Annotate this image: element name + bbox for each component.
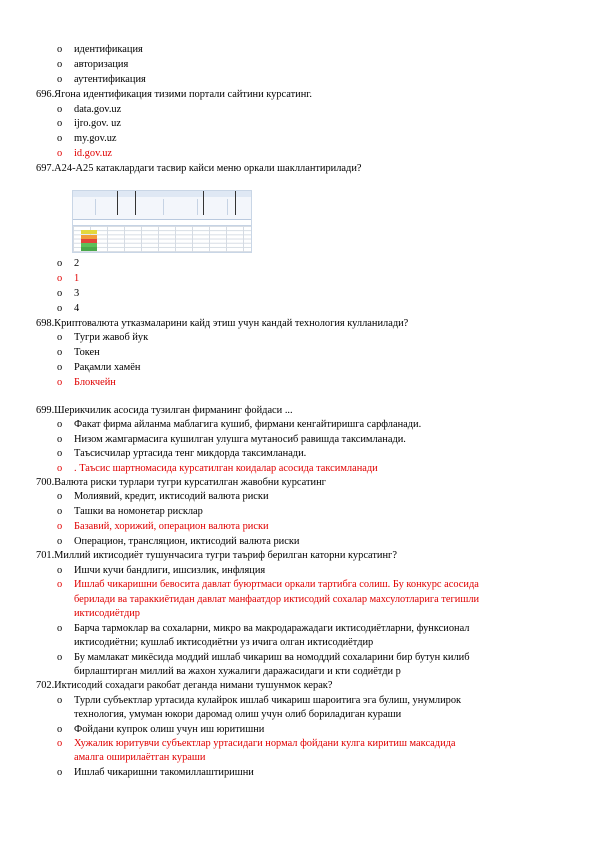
option-bullet: o xyxy=(57,104,63,115)
option-text: берилади ва тараккиётидан давлат манфаатдор иктисодий сохалар махсулотларига тегишли xyxy=(74,594,480,605)
ribbon-group xyxy=(163,199,198,215)
question-701: 701.Миллий иктисодиёт тушунчасига тугри таъриф берилган каторни курсатинг? xyxy=(36,550,397,561)
option-text: авторизация xyxy=(74,59,129,70)
option-text: Фойдани купрок олиш учун иш юритишни xyxy=(74,724,265,735)
option-text: 4 xyxy=(74,303,80,314)
option-text: Токен xyxy=(74,347,100,358)
option-bullet: o xyxy=(57,347,63,358)
option-bullet: o xyxy=(57,738,63,749)
option-text: Тугри жавоб йук xyxy=(74,332,149,343)
option-text: . Таъсис шартномасида курсатилган коидалар асосида таксимланади xyxy=(74,463,378,474)
question-697: 697.А24-А25 катаклардаги тасвир кайси меню оркали шакллантирилади? xyxy=(36,163,362,174)
option-bullet: o xyxy=(57,536,63,547)
option-text: идентификация xyxy=(74,44,143,55)
option-bullet: o xyxy=(57,506,63,517)
option-bullet: o xyxy=(57,491,63,502)
question-700: 700.Валюта риски турлари тугри курсатилган жавобни курсатинг xyxy=(36,477,326,488)
option-text: Операцион, трансляцион, иктисодий валюта риски xyxy=(74,536,300,547)
option-bullet: o xyxy=(57,362,63,373)
option-bullet: o xyxy=(57,463,63,474)
question-699: 699.Шерикчилик асосида тузилган фирманинг фойдаси ... xyxy=(36,405,293,416)
question-698: 698.Криптовалюта утказмаларини кайд этиш учун кандай технология кулланилади? xyxy=(36,318,409,329)
option-text: Ишчи кучи бандлиги, ишсизлик, инфляция xyxy=(74,565,266,576)
excel-ribbon-figure xyxy=(72,190,252,253)
option-text: Ташки ва номонетар рисклар xyxy=(74,506,203,517)
option-text: 1 xyxy=(74,273,80,284)
option-text: ijro.gov. uz xyxy=(74,118,121,129)
option-text: иктисодиётни; кушлаб иктисодиётни уз ичига олган иктисодиётдир xyxy=(74,637,374,648)
option-text: бирлаштирган миллий ва жахон хужалиги даражасидаги и кти содиётди р xyxy=(74,666,401,677)
option-text: 3 xyxy=(74,288,80,299)
option-bullet: o xyxy=(57,565,63,576)
ribbon-group xyxy=(73,199,96,215)
ribbon-group xyxy=(135,199,164,215)
question-702: 702.Иктисодий сохадаги ракобат деганда нимани тушунмок керак? xyxy=(36,680,333,691)
option-text: амалга оширилаётган кураши xyxy=(74,752,206,763)
option-bullet: o xyxy=(57,258,63,269)
option-text: Факат фирма айланма маблагига кушиб, фирмани кенгайтиришга сарфланади. xyxy=(74,419,422,430)
option-bullet: o xyxy=(57,579,63,590)
option-bullet: o xyxy=(57,44,63,55)
option-text: Ишлаб чикаришни такомиллаштиришни xyxy=(74,767,254,778)
option-text: Рақамли хамён xyxy=(74,362,141,373)
option-bullet: o xyxy=(57,652,63,663)
option-text: иктисодиётдир xyxy=(74,608,140,619)
option-bullet: o xyxy=(57,724,63,735)
option-bullet: o xyxy=(57,288,63,299)
option-text: Турли субъектлар уртасида кулайрок ишлаб чикариш шароитига эга булиш, унумлирок xyxy=(74,695,462,706)
option-text: Низом жамгармасига кушилган улушга мутаносиб равишда таксимланади. xyxy=(74,434,406,445)
pointer-line-3 xyxy=(203,191,204,215)
option-bullet: o xyxy=(57,332,63,343)
colored-cell xyxy=(81,247,97,251)
option-bullet: o xyxy=(57,521,63,532)
option-bullet: o xyxy=(57,623,63,634)
option-text: Таъсисчилар уртасида тенг микдорда таксимланади. xyxy=(74,448,307,459)
option-bullet: o xyxy=(57,767,63,778)
option-text: технология, умуман юкори даромад олиш учун олиб бориладиган кураши xyxy=(74,709,402,720)
option-text: аутентификация xyxy=(74,74,146,85)
option-text: Хужалик юритувчи субъектлар уртасидаги нормал фойдани кулга киритиш максадида xyxy=(74,738,456,749)
option-bullet: o xyxy=(57,377,63,388)
option-bullet: o xyxy=(57,133,63,144)
option-bullet: o xyxy=(57,148,63,159)
pointer-line-4 xyxy=(235,191,236,215)
option-text: 2 xyxy=(74,258,80,269)
option-bullet: o xyxy=(57,59,63,70)
option-bullet: o xyxy=(57,118,63,129)
option-text: my.gov.uz xyxy=(74,133,117,144)
option-bullet: o xyxy=(57,434,63,445)
option-bullet: o xyxy=(57,74,63,85)
question-696: 696.Ягона идентификация тизими портали сайтини курсатинг. xyxy=(36,89,312,100)
ribbon-group xyxy=(95,199,136,215)
option-text: data.gov.uz xyxy=(74,104,122,115)
option-text: Ишлаб чикаришни бевосита давлат буюртмаси оркали тартибга солиш. Бу конкурс асосида xyxy=(74,579,479,590)
option-text: Блокчейн xyxy=(74,377,116,388)
option-bullet: o xyxy=(57,419,63,430)
option-bullet: o xyxy=(57,448,63,459)
pointer-line-2 xyxy=(135,191,136,215)
option-text: Бу мамлакат микёсида моддий ишлаб чикариш ва номоддий сохаларини бир бутун килиб xyxy=(74,652,470,663)
spreadsheet-grid xyxy=(73,226,251,252)
option-bullet: o xyxy=(57,695,63,706)
option-text: Базавий, хорижий, операцион валюта риски xyxy=(74,521,269,532)
option-bullet: o xyxy=(57,273,63,284)
pointer-line-1 xyxy=(117,191,118,215)
option-bullet: o xyxy=(57,303,63,314)
ribbon-group xyxy=(197,199,228,215)
option-text: id.gov.uz xyxy=(74,148,112,159)
option-text: Молиявий, кредит, иктисодий валюта риски xyxy=(74,491,269,502)
colored-cell xyxy=(81,230,97,234)
option-text: Барча тармоклар ва сохаларни, микро ва макродаражадаги иктисодиётларни, функсионал xyxy=(74,623,470,634)
